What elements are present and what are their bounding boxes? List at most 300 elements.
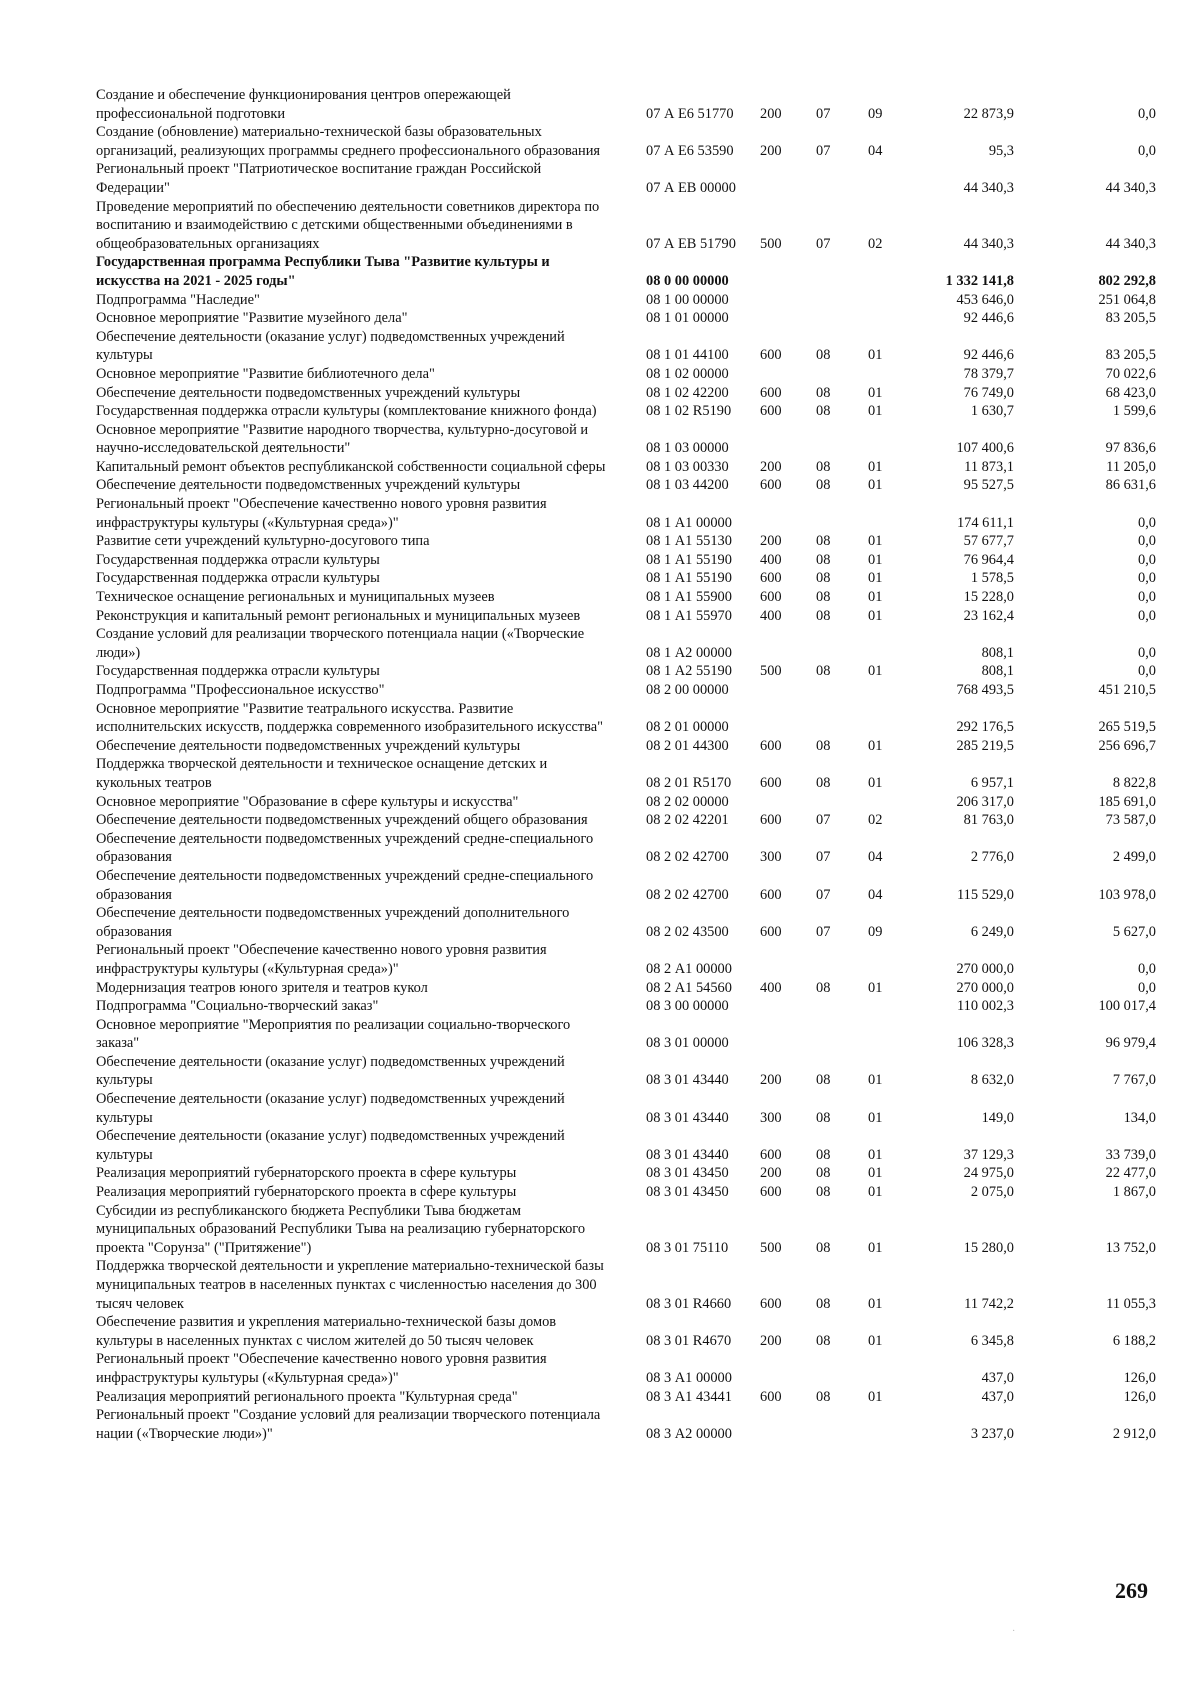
- row-section: [806, 291, 858, 310]
- row-name: Государственная поддержка отрасли культуры: [96, 663, 380, 680]
- row-expense-type: [750, 253, 806, 290]
- row-name: Подпрограмма "Наследие": [96, 291, 260, 308]
- row-name: Создание (обновление) материально-технической базы образовательных организаций, реализующих программы среднего профессионального образования: [96, 124, 601, 159]
- row-section: 08: [816, 1332, 831, 1349]
- row-name: Обеспечение деятельности подведомственных учреждений культуры: [96, 384, 521, 401]
- row-amount-year2: 0,0: [1138, 607, 1156, 624]
- row-subsection: [858, 997, 918, 1016]
- row-expense-type: [750, 160, 806, 197]
- row-subsection: 01: [868, 774, 883, 791]
- row-expense-type: [750, 700, 806, 737]
- row-section: 07: [816, 849, 831, 866]
- row-amount-year2: 251 064,8: [1098, 291, 1156, 308]
- row-code: 07 А ЕВ 51790: [646, 235, 736, 252]
- row-name: Региональный проект "Обеспечение качественно нового уровня развития инфраструктуры культуры («Культурная среда»)": [96, 1351, 547, 1386]
- row-subsection: 01: [868, 1239, 883, 1256]
- row-expense-type: [750, 1350, 806, 1387]
- row-expense-type: 600: [760, 477, 782, 494]
- row-amount-year1: 1 578,5: [970, 570, 1014, 587]
- row-subsection: 01: [868, 1146, 883, 1163]
- table-row: [96, 1202, 1156, 1258]
- row-expense-type: [750, 291, 806, 310]
- row-code: 08 1 03 44200: [646, 477, 729, 494]
- row-code: 08 1 01 44100: [646, 347, 729, 364]
- row-name: Основное мероприятие "Развитие библиотечного дела": [96, 365, 435, 382]
- row-subsection: 01: [868, 403, 883, 420]
- row-subsection: 01: [868, 1165, 883, 1182]
- row-section: 08: [816, 589, 831, 606]
- row-code: 08 0 00 00000: [646, 272, 729, 289]
- row-section: 08: [816, 384, 831, 401]
- table-row: [96, 123, 1156, 160]
- row-amount-year1: 1 332 141,8: [945, 272, 1014, 289]
- row-section: 08: [816, 1295, 831, 1312]
- row-amount-year2: 5 627,0: [1112, 923, 1156, 940]
- row-name: Государственная поддержка отрасли культуры (комплектование книжного фонда): [96, 403, 597, 420]
- row-code: 08 2 02 42700: [646, 849, 729, 866]
- row-code: 08 2 00 00000: [646, 682, 729, 698]
- row-code: 08 1 А1 55130: [646, 533, 732, 550]
- row-code: 08 1 А1 55900: [646, 589, 732, 606]
- row-amount-year1: 6 249,0: [970, 923, 1014, 940]
- row-expense-type: 600: [760, 737, 782, 754]
- row-amount-year2: 0,0: [1138, 979, 1156, 996]
- row-name: Обеспечение деятельности (оказание услуг) подведомственных учреждений культуры: [96, 1091, 565, 1126]
- row-amount-year2: 13 752,0: [1105, 1239, 1156, 1256]
- table-row: [96, 569, 1156, 588]
- row-amount-year2: 33 739,0: [1105, 1146, 1156, 1163]
- row-name: Развитие сети учреждений культурно-досугового типа: [96, 533, 430, 550]
- row-subsection: [858, 681, 918, 700]
- table-row: [96, 328, 1156, 365]
- row-expense-type: 200: [760, 1072, 782, 1089]
- row-name: Обеспечение деятельности подведомственных учреждений средне-специального образования: [96, 867, 594, 903]
- row-amount-year1: 808,1: [981, 644, 1014, 661]
- row-amount-year1: 11 742,2: [964, 1295, 1014, 1312]
- row-amount-year2: 0,0: [1138, 533, 1156, 550]
- row-section: [806, 681, 858, 700]
- row-section: [806, 365, 858, 384]
- table-row: [96, 253, 1156, 290]
- row-amount-year1: 115 529,0: [956, 886, 1014, 903]
- row-expense-type: 200: [760, 1165, 782, 1182]
- row-code: 08 3 А1 00000: [646, 1369, 732, 1386]
- table-row: [96, 476, 1156, 495]
- page-number: 269: [1115, 1578, 1148, 1603]
- table-row: [96, 811, 1156, 830]
- row-name: Реализация мероприятий губернаторского проекта в сфере культуры: [96, 1165, 517, 1182]
- row-amount-year2: 451 210,5: [1098, 682, 1156, 698]
- row-amount-year2: 0,0: [1138, 663, 1156, 680]
- row-code: 08 3 А2 00000: [646, 1425, 732, 1442]
- table-row: [96, 86, 1156, 123]
- row-expense-type: [750, 1016, 806, 1053]
- table-row: [96, 1257, 1156, 1313]
- row-expense-type: 600: [760, 570, 782, 587]
- row-amount-year1: 22 873,9: [963, 105, 1014, 122]
- row-code: 08 1 00 00000: [646, 291, 729, 308]
- row-subsection: 01: [868, 570, 883, 587]
- row-name: Создание условий для реализации творческого потенциала нации («Творческие люди»): [96, 626, 585, 661]
- row-section: 08: [816, 1109, 831, 1126]
- row-section: 08: [816, 551, 831, 568]
- row-code: 08 1 А1 00000: [646, 514, 732, 531]
- table-row: [96, 1313, 1156, 1350]
- row-amount-year2: 1 599,6: [1112, 403, 1156, 420]
- row-section: [806, 309, 858, 328]
- row-code: 08 3 00 00000: [646, 998, 729, 1015]
- row-subsection: [858, 625, 918, 662]
- row-code: 08 2 02 00000: [646, 793, 729, 810]
- row-section: [806, 941, 858, 978]
- row-amount-year1: 292 176,5: [956, 719, 1014, 736]
- row-amount-year1: 23 162,4: [963, 607, 1014, 624]
- table-row: [96, 830, 1156, 867]
- row-expense-type: 200: [760, 458, 782, 475]
- table-row: [96, 1016, 1156, 1053]
- table-row: [96, 1164, 1156, 1183]
- row-amount-year2: 0,0: [1138, 644, 1156, 661]
- row-name: Государственная поддержка отрасли культуры: [96, 570, 380, 587]
- row-code: 08 3 01 75110: [646, 1239, 729, 1256]
- row-subsection: 02: [868, 235, 883, 252]
- row-code: 08 3 01 43450: [646, 1184, 729, 1201]
- row-expense-type: 200: [760, 142, 782, 159]
- row-code: 07 А Е6 51770: [646, 105, 734, 122]
- row-code: 08 2 А1 00000: [646, 960, 732, 977]
- row-name: Подпрограмма "Профессиональное искусство": [96, 682, 385, 698]
- row-expense-type: [750, 681, 806, 700]
- row-section: 07: [816, 812, 831, 829]
- table-row: [96, 532, 1156, 551]
- row-subsection: [858, 700, 918, 737]
- row-amount-year1: 78 379,7: [963, 365, 1014, 382]
- row-section: 08: [816, 347, 831, 364]
- row-subsection: 01: [868, 551, 883, 568]
- row-name: Региональный проект "Патриотическое воспитание граждан Российской Федерации": [96, 161, 542, 196]
- row-name: Основное мероприятие "Мероприятия по реализации социально-творческого заказа": [96, 1016, 571, 1052]
- table-row: [96, 1090, 1156, 1127]
- row-subsection: [858, 291, 918, 310]
- row-code: 08 2 02 42201: [646, 812, 729, 829]
- row-amount-year1: 76 964,4: [963, 551, 1014, 568]
- row-section: 08: [816, 1239, 831, 1256]
- row-amount-year2: 70 022,6: [1105, 365, 1156, 382]
- row-code: 08 1 02 42200: [646, 384, 729, 401]
- row-code: 08 3 01 43440: [646, 1072, 729, 1089]
- table-row: [96, 384, 1156, 403]
- table-row: [96, 551, 1156, 570]
- row-code: 08 2 02 43500: [646, 923, 729, 940]
- row-expense-type: 600: [760, 923, 782, 940]
- table-row: [96, 662, 1156, 681]
- row-subsection: 09: [868, 105, 883, 122]
- row-section: 08: [816, 458, 831, 475]
- row-subsection: [858, 365, 918, 384]
- table-row: [96, 607, 1156, 626]
- row-subsection: [858, 309, 918, 328]
- row-expense-type: 500: [760, 235, 782, 252]
- row-name: Поддержка творческой деятельности и укрепление материально-технической базы муниципальных театров в населенных пунктах с численностью населения до 300 тысяч человек: [96, 1258, 604, 1312]
- row-subsection: 01: [868, 347, 883, 364]
- row-amount-year1: 107 400,6: [956, 440, 1014, 457]
- row-amount-year2: 100 017,4: [1098, 998, 1156, 1015]
- row-subsection: 02: [868, 812, 883, 829]
- row-expense-type: [750, 625, 806, 662]
- row-name: Государственная программа Республики Тыва "Развитие культуры и искусства на 2021 - 2025 годы": [96, 254, 550, 289]
- row-subsection: [858, 495, 918, 532]
- row-section: 08: [816, 1146, 831, 1163]
- table-row: [96, 402, 1156, 421]
- row-subsection: 01: [868, 589, 883, 606]
- table-row: [96, 1183, 1156, 1202]
- row-expense-type: 600: [760, 774, 782, 791]
- row-subsection: 04: [868, 849, 883, 866]
- budget-table: [96, 86, 1156, 1443]
- table-row: [96, 997, 1156, 1016]
- row-name: Подпрограмма "Социально-творческий заказ": [96, 998, 379, 1015]
- row-amount-year1: 2 075,0: [970, 1184, 1014, 1201]
- row-section: 08: [816, 403, 831, 420]
- row-expense-type: 400: [760, 607, 782, 624]
- row-name: Модернизация театров юного зрителя и театров кукол: [96, 979, 428, 996]
- row-amount-year1: 768 493,5: [956, 682, 1014, 698]
- row-amount-year1: 44 340,3: [963, 235, 1014, 252]
- row-amount-year2: 11 205,0: [1106, 458, 1156, 475]
- table-row: [96, 588, 1156, 607]
- row-expense-type: 600: [760, 384, 782, 401]
- row-amount-year2: 8 822,8: [1112, 774, 1156, 791]
- row-expense-type: 200: [760, 533, 782, 550]
- row-code: 08 2 01 00000: [646, 719, 729, 736]
- row-section: 08: [816, 570, 831, 587]
- row-amount-year2: 73 587,0: [1105, 812, 1156, 829]
- row-code: 08 1 А1 55970: [646, 607, 732, 624]
- row-subsection: [858, 160, 918, 197]
- row-code: 08 1 А1 55190: [646, 570, 732, 587]
- row-subsection: 01: [868, 533, 883, 550]
- row-amount-year1: 92 446,6: [963, 347, 1014, 364]
- row-section: 08: [816, 1165, 831, 1182]
- row-subsection: 09: [868, 923, 883, 940]
- table-row: [96, 867, 1156, 904]
- row-section: 08: [816, 533, 831, 550]
- row-code: 08 3 01 43440: [646, 1109, 729, 1126]
- row-section: 07: [816, 235, 831, 252]
- scan-artifact: ·: [1012, 1626, 1016, 1637]
- row-amount-year2: 265 519,5: [1098, 719, 1156, 736]
- table-row: [96, 737, 1156, 756]
- table-row: [96, 458, 1156, 477]
- row-name: Обеспечение деятельности подведомственных учреждений культуры: [96, 737, 521, 754]
- row-name: Реализация мероприятий регионального проекта "Культурная среда": [96, 1388, 518, 1405]
- row-amount-year2: 22 477,0: [1105, 1165, 1156, 1182]
- row-name: Государственная поддержка отрасли культуры: [96, 551, 380, 568]
- row-subsection: 01: [868, 663, 883, 680]
- row-amount-year1: 106 328,3: [956, 1035, 1014, 1052]
- row-expense-type: 400: [760, 551, 782, 568]
- row-name: Поддержка творческой деятельности и техническое оснащение детских и кукольных театров: [96, 756, 548, 791]
- row-amount-year2: 0,0: [1138, 589, 1156, 606]
- table-row: [96, 700, 1156, 737]
- row-expense-type: [750, 941, 806, 978]
- row-amount-year1: 285 219,5: [956, 737, 1014, 754]
- row-section: [806, 1350, 858, 1387]
- row-code: 08 3 А1 43441: [646, 1388, 732, 1405]
- row-expense-type: 200: [760, 1332, 782, 1349]
- row-section: 07: [816, 923, 831, 940]
- row-amount-year1: 11 873,1: [964, 458, 1014, 475]
- row-expense-type: 500: [760, 1239, 782, 1256]
- row-section: [806, 160, 858, 197]
- table-row: [96, 681, 1156, 700]
- row-section: [806, 793, 858, 812]
- row-amount-year1: 57 677,7: [963, 533, 1014, 550]
- row-code: 08 3 01 00000: [646, 1035, 729, 1052]
- row-amount-year1: 206 317,0: [956, 793, 1014, 810]
- row-expense-type: 300: [760, 849, 782, 866]
- row-name: Обеспечение деятельности (оказание услуг) подведомственных учреждений культуры: [96, 1053, 565, 1089]
- row-code: 07 А Е6 53590: [646, 142, 734, 159]
- row-section: 07: [816, 142, 831, 159]
- row-expense-type: 600: [760, 347, 782, 364]
- row-amount-year1: 95,3: [988, 142, 1014, 159]
- row-subsection: [858, 1350, 918, 1387]
- row-amount-year2: 83 205,5: [1105, 310, 1156, 327]
- row-name: Основное мероприятие "Развитие музейного дела": [96, 310, 408, 327]
- row-subsection: [858, 793, 918, 812]
- row-section: [806, 253, 858, 290]
- row-code: 08 2 02 42700: [646, 886, 729, 903]
- row-code: 08 1 02 00000: [646, 365, 729, 382]
- row-section: [806, 495, 858, 532]
- row-amount-year1: 3 237,0: [970, 1425, 1014, 1442]
- row-subsection: [858, 421, 918, 458]
- row-expense-type: 500: [760, 663, 782, 680]
- row-amount-year2: 0,0: [1138, 514, 1156, 531]
- row-name: Обеспечение деятельности подведомственных учреждений средне-специального образования: [96, 830, 594, 866]
- row-amount-year1: 6 345,8: [970, 1332, 1014, 1349]
- row-name: Обеспечение деятельности (оказание услуг) подведомственных учреждений культуры: [96, 328, 565, 364]
- row-amount-year2: 0,0: [1138, 105, 1156, 122]
- table-row: [96, 904, 1156, 941]
- row-code: 08 3 01 43440: [646, 1146, 729, 1163]
- row-amount-year2: 83 205,5: [1105, 347, 1156, 364]
- row-section: 08: [816, 1184, 831, 1201]
- row-amount-year2: 86 631,6: [1105, 477, 1156, 494]
- row-expense-type: [750, 495, 806, 532]
- row-amount-year2: 96 979,4: [1105, 1035, 1156, 1052]
- row-code: 08 1 01 00000: [646, 310, 729, 327]
- row-expense-type: 400: [760, 979, 782, 996]
- row-section: 07: [816, 105, 831, 122]
- row-section: 08: [816, 1388, 831, 1405]
- row-subsection: 01: [868, 1388, 883, 1405]
- row-name: Обеспечение деятельности (оказание услуг) подведомственных учреждений культуры: [96, 1128, 565, 1163]
- row-amount-year2: 0,0: [1138, 551, 1156, 568]
- row-amount-year2: 103 978,0: [1098, 886, 1156, 903]
- row-subsection: 01: [868, 458, 883, 475]
- row-amount-year2: 44 340,3: [1105, 179, 1156, 196]
- row-amount-year1: 8 632,0: [970, 1072, 1014, 1089]
- row-subsection: [858, 1016, 918, 1053]
- row-section: 07: [816, 886, 831, 903]
- row-amount-year1: 24 975,0: [963, 1165, 1014, 1182]
- row-subsection: 04: [868, 886, 883, 903]
- row-subsection: [858, 253, 918, 290]
- row-amount-year1: 37 129,3: [963, 1146, 1014, 1163]
- row-amount-year1: 6 957,1: [970, 774, 1014, 791]
- row-amount-year2: 134,0: [1123, 1109, 1156, 1126]
- row-amount-year1: 149,0: [981, 1109, 1014, 1126]
- row-amount-year1: 110 002,3: [956, 998, 1014, 1015]
- table-row: [96, 291, 1156, 310]
- row-expense-type: [750, 365, 806, 384]
- table-row: [96, 1127, 1156, 1164]
- row-subsection: 01: [868, 384, 883, 401]
- row-section: 08: [816, 737, 831, 754]
- row-code: 08 1 02 R5190: [646, 403, 732, 420]
- row-name: Региональный проект "Создание условий для реализации творческого потенциала нации («Творческие люди»)": [96, 1407, 601, 1442]
- row-code: 08 1 03 00330: [646, 458, 729, 475]
- row-amount-year1: 81 763,0: [963, 812, 1014, 829]
- row-expense-type: 300: [760, 1109, 782, 1126]
- row-subsection: 01: [868, 477, 883, 494]
- row-amount-year1: 15 228,0: [963, 589, 1014, 606]
- row-subsection: 04: [868, 142, 883, 159]
- row-amount-year1: 437,0: [981, 1388, 1014, 1405]
- row-code: 08 3 01 R4660: [646, 1295, 732, 1312]
- row-amount-year1: 92 446,6: [963, 310, 1014, 327]
- row-amount-year1: 808,1: [981, 663, 1014, 680]
- row-expense-type: 600: [760, 1388, 782, 1405]
- row-amount-year2: 6 188,2: [1112, 1332, 1156, 1349]
- row-name: Создание и обеспечение функционирования центров опережающей профессиональной подготовки: [96, 87, 511, 122]
- row-subsection: 01: [868, 1332, 883, 1349]
- row-section: [806, 625, 858, 662]
- table-row: [96, 421, 1156, 458]
- row-name: Обеспечение деятельности подведомственных учреждений культуры: [96, 477, 521, 494]
- row-code: 08 2 01 44300: [646, 737, 729, 754]
- row-expense-type: 200: [760, 105, 782, 122]
- row-name: Основное мероприятие "Развитие театрального искусства. Развитие исполнительских искусств, поддержка современного изобразительного искусства": [96, 700, 604, 736]
- table-row: [96, 1388, 1156, 1407]
- row-amount-year2: 1 867,0: [1112, 1184, 1156, 1201]
- row-expense-type: 600: [760, 886, 782, 903]
- row-amount-year1: 437,0: [981, 1369, 1014, 1386]
- row-code: 08 1 А2 00000: [646, 644, 732, 661]
- row-amount-year2: 44 340,3: [1105, 235, 1156, 252]
- row-subsection: [858, 1406, 918, 1443]
- row-amount-year2: 68 423,0: [1105, 384, 1156, 401]
- row-section: [806, 421, 858, 458]
- table-row: [96, 755, 1156, 792]
- row-amount-year2: 2 499,0: [1112, 849, 1156, 866]
- table-row: [96, 160, 1156, 197]
- row-amount-year2: 2 912,0: [1112, 1425, 1156, 1442]
- row-expense-type: [750, 309, 806, 328]
- row-name: Капитальный ремонт объектов республиканской собственности социальной сферы: [96, 458, 606, 475]
- row-amount-year1: 1 630,7: [970, 403, 1014, 420]
- row-amount-year2: 126,0: [1123, 1388, 1156, 1405]
- table-row: [96, 1053, 1156, 1090]
- row-amount-year2: 7 767,0: [1112, 1072, 1156, 1089]
- row-expense-type: 600: [760, 1295, 782, 1312]
- table-row: [96, 309, 1156, 328]
- row-name: Обеспечение деятельности подведомственных учреждений дополнительного образования: [96, 905, 570, 940]
- row-amount-year1: 270 000,0: [956, 979, 1014, 996]
- row-name: Техническое оснащение региональных и муниципальных музеев: [96, 589, 495, 606]
